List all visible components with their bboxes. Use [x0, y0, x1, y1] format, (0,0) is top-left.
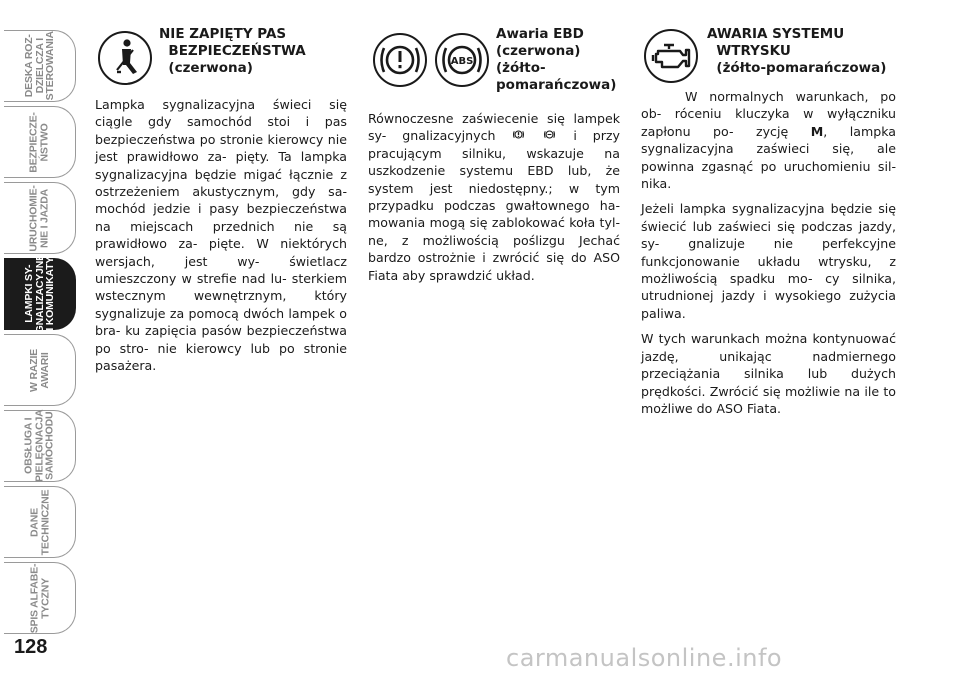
page-number: 128 — [14, 636, 48, 658]
paragraph-text: W normalnych warunkach, po ob- róceniu kluczyka w wyłączniku zapłonu po- zycję — [641, 89, 896, 139]
tab-spis-alfabetyczny[interactable] — [4, 562, 76, 634]
tab-dane-techniczne[interactable] — [4, 486, 76, 558]
watermark: carmanualsonline.info — [506, 644, 783, 672]
brake-warning-icon — [511, 127, 526, 142]
tab-w-razie-awarii[interactable] — [4, 334, 76, 406]
section-injection — [641, 26, 896, 417]
tab-bezpieczenstwo[interactable] — [4, 106, 76, 178]
brake-warning-icon — [372, 32, 428, 88]
tab-label: URUCHOMIE- NIE I JAZDA — [28, 184, 51, 252]
tab-label: DANE TECHNICZNE — [27, 489, 51, 555]
paragraph: Lampka sygnalizacyjna świeci się ciągle gdy samochód stoi i pas bezpieczeństwa po stronie kierowcy nie jest prawidłowo za- pięty. Ta lampka sygnalizacyjna będzie migać łącznie z ostrzeżeniem akustycznym, gdy sa- mochód jedzie i pasy bezpieczeństwa na miejscach przednich nie są prawidłowo za- pięte. W niektórych wersjach, jest wy- świetlacz umieszczony w strefie nad lu- sterkiem wstecznym wewnętrznym, który sygnalizuje za pomocą dwóch lampek o bra- ku zapięcia pasów bezpieczeństwa po stro- nie kierowcy lub po stronie pasażera. — [95, 97, 347, 374]
paragraph: W tych warunkach można kontynuować jazdę, unikając nadmiernego przeciążania silnika lub dużych prędkości. Zwrócić się możliwie na ile to możliwe do ASO Fiata. — [641, 331, 896, 416]
tab-label: BEZPIECZE- ŃSTWO — [27, 111, 51, 173]
paragraph-text: i przy pracującym silniku, wskazuje na uszkodzenie systemu EBD lub, że system jest niedostępny.; w tym przypadku podczas gwałtownego ha- mowania mogą się zablokować koła tyl- ne, z możliwością poślizgu Jechać bardzo ostrożnie i zwrócić się do ASO Fiata aby sprawdzić układ. — [368, 128, 620, 283]
tab-label: DESKA ROZ- DZIELCZA I STEROWANIA — [22, 31, 56, 101]
paragraph: Jeżeli lampka sygnalizacyjna będzie się świecić lub zaświeci się podczas jazdy, sy- gnalizuje nie perfekcyjne funkcjonowanie układu wtrysku, z możliwością spadku mo- cy silnika, utrudnionej jazdy i wysokiego zużycia paliwa. — [641, 201, 896, 321]
section-title: NIE ZAPIĘTY PAS BEZPIECZEŃSTWA (czerwona) — [159, 26, 306, 76]
paragraph — [641, 88, 896, 192]
abs-icon — [542, 127, 557, 142]
abs-icon — [434, 32, 490, 88]
section-seatbelt — [95, 26, 347, 375]
paragraph — [368, 110, 620, 284]
abs-label: ABS — [450, 56, 474, 67]
tab-lampki-sygnalizacyjne[interactable] — [4, 254, 76, 334]
section-header — [95, 26, 347, 96]
tab-label: OBSŁUGA I PIELĘGNACJA SAMOCHODU — [22, 409, 56, 483]
section-ebd — [368, 26, 620, 284]
tab-deska-rozdzielcza[interactable] — [4, 30, 76, 102]
section-title: AWARIA SYSTEMU WTRYSKU (żółto-pomarańczowa) — [707, 26, 887, 76]
paragraph-text: , lampka sygnalizacyjna zaświeci się, ale powinna zgasnąć po uruchomieniu sil- nika. — [641, 123, 896, 192]
section-header — [368, 26, 620, 102]
tab-uruchomienie-i-jazda[interactable] — [4, 182, 76, 254]
tab-label: W RAZIE AWARII — [28, 348, 51, 392]
engine-icon — [643, 28, 699, 84]
paragraph-text: Równoczesne zaświecenie się lampek sy- gnalizacyjnych — [368, 111, 620, 144]
tab-label: LAMPKI SY- GNALIZACYJNE I KOMUNIKATY — [22, 254, 56, 334]
seatbelt-icon — [97, 30, 153, 86]
section-header — [641, 26, 896, 88]
key-position-label: M — [810, 123, 824, 139]
section-title: Awaria EBD (czerwona) (żółto- pomarańczowa) — [496, 26, 617, 93]
tab-label: SPIS ALFABE- TYCZNY — [28, 563, 51, 633]
tab-obsluga-i-pielegnacja[interactable] — [4, 410, 76, 482]
chapter-sidebar — [0, 0, 80, 640]
